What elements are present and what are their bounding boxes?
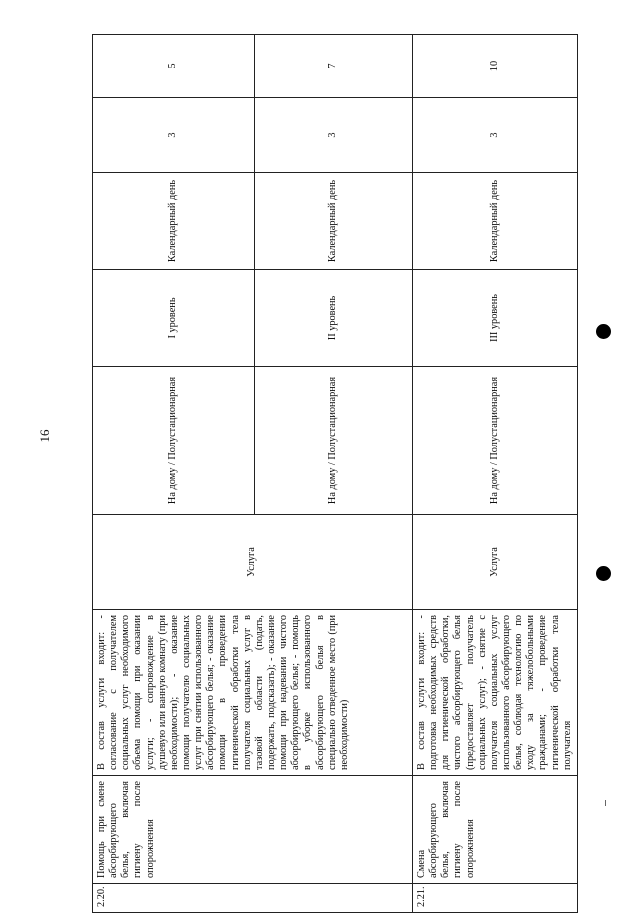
service-category: Услуга xyxy=(93,515,413,610)
service-unit: Календарный день xyxy=(255,173,413,270)
binder-hole-dot xyxy=(596,324,611,339)
service-content: В состав услуги входит: - согласование с получателем социальных услуг необходимого объема помощи при оказании услуги; - сопровождение в душевую или ванную комнату (при необходимости); - оказание помощи получателю социальных услуг при снятии использованного абсорбирующего белья; - оказание помощи в проведении гигиенической обработки тела получателя социальных услуг в тазовой области (подать, подержать, подсказать); - оказание помощи при надевании чистого абсорбирующего белья; - помощь в уборке использованного абсорбирующего белья в специально отведенное место (при необходимости) xyxy=(93,610,413,776)
service-form: На дому / Полустационарная xyxy=(255,367,413,515)
service-time: 5 xyxy=(93,35,255,98)
table-row xyxy=(93,35,255,913)
binder-hole-dot xyxy=(596,566,611,581)
page-number: 16 xyxy=(37,429,52,443)
service-level: III уровень xyxy=(413,270,578,367)
row-number: 2.20. xyxy=(93,884,413,913)
scan-mark xyxy=(605,800,606,806)
service-content: В состав услуги входит: - подготовка необходимых средств для гигиенической обработки, чистого абсорбирующего белья (предоставляет получатель социальных услуг); - снятие с получателя социальных услуг использованного абсорбирующего белья, соблюдая технологию по уходу за тяжелобольными гражданами; - проведение гигиенической обработки тела получателя xyxy=(413,610,578,776)
service-name: Смена абсорбирующего белья, включая гигиену после опорожнения xyxy=(413,776,578,884)
service-level: II уровень xyxy=(255,270,413,367)
service-unit: Календарный день xyxy=(413,173,578,270)
service-qty: 3 xyxy=(93,98,255,173)
service-level: I уровень xyxy=(93,270,255,367)
service-time: 7 xyxy=(255,35,413,98)
service-form: На дому / Полустационарная xyxy=(413,367,578,515)
table-row xyxy=(413,35,578,913)
service-unit: Календарный день xyxy=(93,173,255,270)
service-qty: 3 xyxy=(255,98,413,173)
service-time: 10 xyxy=(413,35,578,98)
service-qty: 3 xyxy=(413,98,578,173)
row-number: 2.21. xyxy=(413,884,578,913)
services-table xyxy=(92,34,578,913)
service-category: Услуга xyxy=(413,515,578,610)
service-name: Помощь при смене абсорбирующего белья, включая гигиену после опорожнения xyxy=(93,776,413,884)
rotated-page xyxy=(92,35,635,907)
service-form: На дому / Полустационарная xyxy=(93,367,255,515)
